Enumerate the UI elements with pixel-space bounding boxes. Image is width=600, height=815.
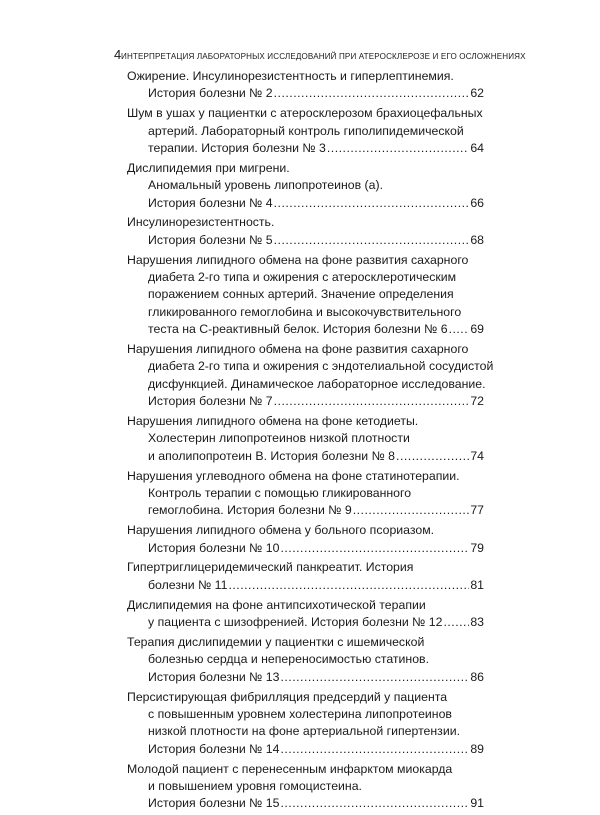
toc-entry-title-line: поражением сонных артерий. Значение определения <box>148 287 454 302</box>
dot-leader <box>280 669 469 686</box>
toc-entry-title-line: артерий. Лабораторный контроль гиполипидемической <box>148 123 464 138</box>
toc-entry-last-line <box>127 577 484 594</box>
toc-entry-page-number: 64 <box>470 141 484 156</box>
dot-leader <box>280 795 469 812</box>
toc-entry-case-label: История болезни № 15 <box>148 796 280 811</box>
toc-entry-case-label: у пациента с шизофренией. История болезни № 12 <box>148 615 443 630</box>
toc-entry-title-line: дисфункцией. Динамическое лабораторное исследование. <box>148 376 486 391</box>
toc-entry-title-line: Нарушения липидного обмена на фоне развития сахарного <box>127 252 469 267</box>
toc-entry-page-number: 91 <box>470 796 484 811</box>
toc-entry-last-line <box>127 140 484 157</box>
toc-entry-page-number: 81 <box>470 577 484 592</box>
toc-entry-last-line <box>127 448 484 465</box>
toc-entry-last-line <box>127 741 484 758</box>
dot-leader <box>274 393 470 410</box>
toc-entry-case-label: болезни № 11 <box>148 577 228 592</box>
dot-leader <box>280 540 469 557</box>
toc-entry <box>127 522 484 557</box>
toc-entry-title-line: Аномальный уровень липопротеинов (а). <box>148 178 383 193</box>
toc-entry <box>127 341 494 411</box>
dot-leader <box>274 195 470 212</box>
toc-entry-title-line: Холестерин липопротеинов низкой плотности <box>148 431 410 446</box>
toc-entry-title-line: Контроль терапии с помощью гликированного <box>148 486 412 501</box>
toc-entry-title-line: Нарушения липидного обмена у больного псориазом. <box>127 523 435 538</box>
toc-entry-last-line <box>127 795 484 812</box>
dot-leader <box>396 448 469 465</box>
toc-entry-page-number: 72 <box>470 394 484 409</box>
toc-entry <box>127 761 484 813</box>
dot-leader <box>274 232 470 249</box>
dot-leader <box>228 577 469 594</box>
toc-entry-case-label: История болезни № 7 <box>148 394 273 409</box>
toc-entry-page-number: 74 <box>470 448 484 463</box>
dot-leader <box>353 502 470 519</box>
toc-entry <box>127 105 484 157</box>
toc-entry-last-line <box>127 502 484 519</box>
toc-entry-title-line: Нарушения липидного обмена на фоне развития сахарного <box>127 342 469 357</box>
dot-leader <box>280 741 469 758</box>
toc-entry-title-line: Нарушения углеводного обмена на фоне статинотерапии. <box>127 468 460 483</box>
toc-entry <box>127 468 484 520</box>
toc-entry-last-line <box>127 540 484 557</box>
toc-entry-page-number: 68 <box>470 232 484 247</box>
toc-entry-title-line: низкой плотности на фоне артериальной гипертензии. <box>148 724 460 739</box>
toc-entry-last-line <box>127 393 484 410</box>
toc-entry-case-label: История болезни № 2 <box>148 86 273 101</box>
toc-entry-page-number: 62 <box>470 86 484 101</box>
dot-leader <box>274 85 470 102</box>
toc-entry-title-line: гликированного гемоглобина и высокочувствительного <box>148 304 462 319</box>
dot-leader <box>327 140 469 157</box>
toc-entry-title-line: Дислипидемия на фоне антипсихотической терапии <box>127 597 426 612</box>
toc-entry-case-label: История болезни № 10 <box>148 540 280 555</box>
toc-entry-case-label: гемоглобина. История болезни № 9 <box>148 503 352 518</box>
dot-leader <box>443 614 469 631</box>
toc-entry <box>127 214 484 249</box>
toc-entry-title-line: болезнью сердца и непереносимостью статинов. <box>148 652 429 667</box>
toc-entry-page-number: 66 <box>470 195 484 210</box>
toc-entry-case-label: и аполипопротеин В. История болезни № 8 <box>148 448 396 463</box>
toc-entry-last-line <box>127 614 484 631</box>
toc-entry-title-line: диабета 2-го типа и ожирения с эндотелиальной сосудистой <box>148 359 494 374</box>
toc-entry-title-line: Ожирение. Инсулинорезистентность и гиперлептинемия. <box>127 69 454 83</box>
toc-entry-page-number: 69 <box>470 322 484 337</box>
toc-entry-case-label: История болезни № 14 <box>148 741 280 756</box>
toc-entry-case-label: теста на С-реактивный белок. История болезни № 6 <box>148 322 448 337</box>
toc-entry-title-line: Терапия дислипидемии у пациентки с ишемической <box>127 634 425 649</box>
toc-entry <box>127 634 484 686</box>
toc-entry-last-line <box>127 195 484 212</box>
toc-entry-last-line <box>127 232 484 249</box>
toc-entry <box>127 413 484 465</box>
toc-entry-title-line: Дислипидемия при мигрени. <box>127 160 290 175</box>
toc-entry <box>127 559 484 594</box>
toc-entry-last-line <box>127 85 484 102</box>
toc-entry-title-line: Шум в ушах у пациентки с атеросклерозом брахиоцефальных <box>127 106 483 121</box>
toc-entry <box>127 252 484 339</box>
table-of-contents <box>127 68 494 815</box>
toc-entry-page-number: 79 <box>470 540 484 555</box>
toc-entry-title-line: и повышением уровня гомоцистеина. <box>148 778 362 793</box>
toc-entry-last-line <box>127 669 484 686</box>
toc-entry-case-label: История болезни № 13 <box>148 669 280 684</box>
toc-entry-title-line: Нарушения липидного обмена на фоне кетодиеты. <box>127 414 419 429</box>
toc-entry <box>127 597 484 632</box>
toc-entry-page-number: 89 <box>470 741 484 756</box>
toc-entry <box>127 68 484 103</box>
toc-entry-title-line: Персистирующая фибрилляция предсердий у пациента <box>127 689 448 704</box>
toc-entry-title-line: Инсулинорезистентность. <box>127 215 275 230</box>
toc-entry-case-label: терапии. История болезни № 3 <box>148 141 326 156</box>
toc-entry-title-line: Молодой пациент с перенесенным инфарктом миокарда <box>127 761 453 776</box>
toc-entry-last-line <box>127 321 484 338</box>
toc-entry-title-line: диабета 2-го типа и ожирения с атеросклеротическим <box>148 270 457 285</box>
page-header <box>114 47 526 62</box>
toc-entry-title-line: с повышенным уровнем холестерина липопротеинов <box>148 706 452 721</box>
toc-entry <box>127 689 484 759</box>
dot-leader <box>449 321 470 338</box>
toc-entry-page-number: 83 <box>470 615 484 630</box>
running-head: ИНТЕРПРЕТАЦИЯ ЛАБОРАТОРНЫХ ИССЛЕДОВАНИЙ ПРИ АТЕРОСКЛЕРОЗЕ И ЕГО ОСЛОЖНЕНИЯХ <box>121 51 526 61</box>
toc-entry-page-number: 86 <box>470 669 484 684</box>
page-number: 4 <box>114 47 122 62</box>
toc-entry-title-line: Гипертриглицеридемический панкреатит. История <box>127 560 414 575</box>
toc-entry-case-label: История болезни № 4 <box>148 195 273 210</box>
toc-entry-page-number: 77 <box>470 503 484 518</box>
toc-entry <box>127 160 484 212</box>
toc-entry-case-label: История болезни № 5 <box>148 232 273 247</box>
